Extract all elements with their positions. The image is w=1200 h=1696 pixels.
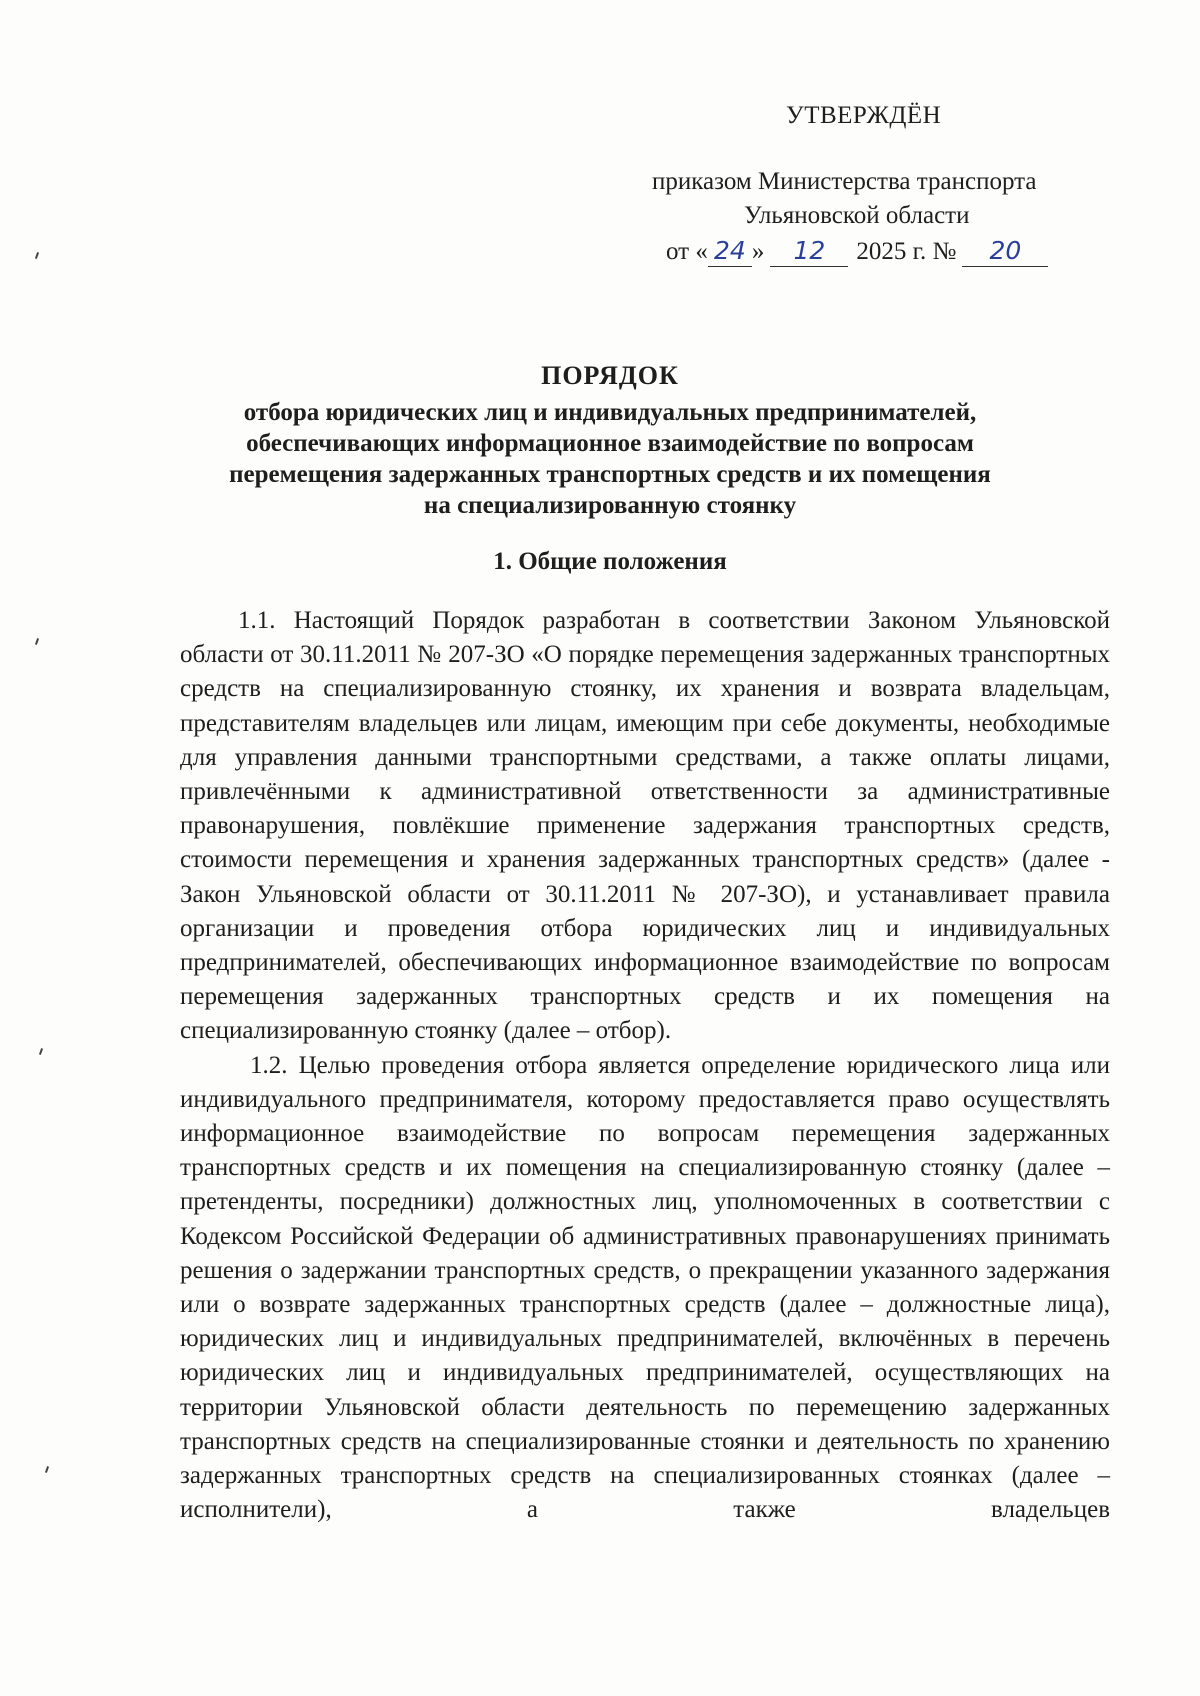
body-text	[180, 604, 1110, 1527]
scan-speck	[35, 638, 39, 645]
title-line-1: отбора юридических лиц и индивидуальных предпринимателей,	[243, 399, 977, 426]
document-title	[150, 360, 1070, 521]
title-line-4: на специализированную стоянку	[423, 492, 797, 519]
approval-order-line: приказом Министерства транспорта	[652, 168, 1037, 195]
date-year: 2025 г. №	[856, 238, 957, 265]
title-main: ПОРЯДОК	[541, 361, 679, 390]
title-line-3: перемещения задержанных транспортных средств и их помещения	[229, 461, 991, 488]
handwritten-day: 24	[708, 236, 752, 267]
section-heading: 1. Общие положения	[493, 548, 727, 575]
scan-speck	[39, 1048, 43, 1055]
scan-speck	[45, 1466, 49, 1473]
date-quote-close: »	[751, 238, 765, 265]
date-prefix: от «	[666, 238, 708, 265]
title-line-2: обеспечивающих информационное взаимодействие по вопросам	[246, 430, 974, 457]
handwritten-month: 12	[770, 236, 848, 267]
approval-heading: УТВЕРЖДЁН	[786, 102, 942, 129]
paragraph-1-2: 1.2. Целью проведения отбора является определение юридического лица или индивидуального предпринимателя, которому предоставляется право осуществлять информационное взаимодействие по вопросам перемещения задержанных транспортных средств и их помещения на специализированную стоянку (далее – претенденты, посредники) должностных лиц, уполномоченных в соответствии с Кодексом Российской Федерации об административных правонарушениях принимать решения о задержании транспортных средств, о прекращении указанного задержания или о возврате задержанных транспортных средств (далее – должностные лица), юридических лиц и индивидуальных предпринимателей, включённых в перечень юридических лиц и индивидуальных предпринимателей, осуществляющих на территории Ульяновской области деятельность по перемещению задержанных транспортных средств на специализированные стоянки и деятельность по хранению задержанных транспортных средств на специализированных стоянках (далее – исполнители), а также владельцев	[180, 1051, 1110, 1524]
paragraph-1-1: 1.1. Настоящий Порядок разработан в соответствии Законом Ульяновской области от 30.11.2011 № 207-ЗО «О порядке перемещения задержанных транспортных средств на специализированную стоянку, их хранения и возврата владельцам, представителям владельцев или лицам, имеющим при себе документы, необходимые для управления данными транспортными средствами, а также оплаты лицами, привлечёнными к административной ответственности за административные правонарушения, повлёкшие применение задержания транспортных средств, стоимости перемещения и хранения задержанных транспортных средств» (далее - Закон Ульяновской области от 30.11.2011 № 207-ЗО), и устанавливает правила организации и проведения отбора юридических лиц и индивидуальных предпринимателей, обеспечивающих информационное взаимодействие по вопросам перемещения задержанных транспортных средств и их помещения на специализированную стоянку (далее – отбор).	[180, 607, 1110, 1045]
approval-region-line: Ульяновской области	[744, 202, 970, 229]
scan-speck	[35, 252, 39, 259]
approval-date-line	[666, 234, 1048, 270]
handwritten-order-number: 20	[962, 236, 1048, 267]
